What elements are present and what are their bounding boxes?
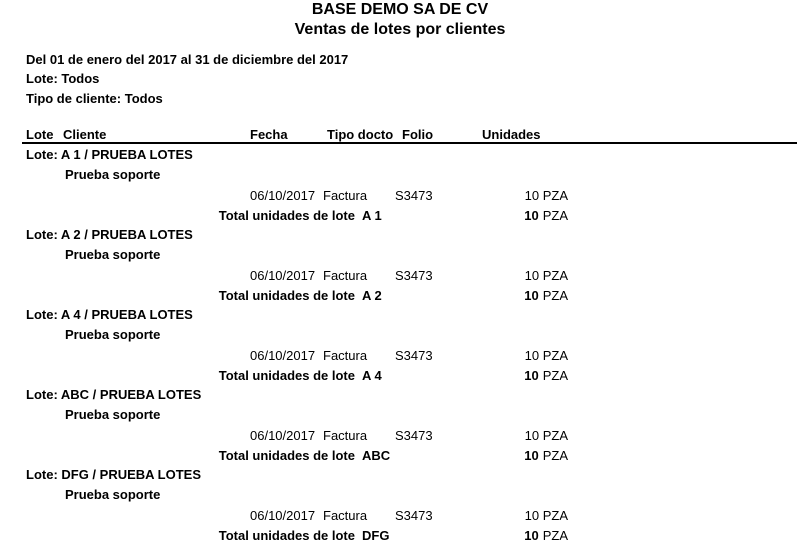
cell-fecha: 06/10/2017	[250, 348, 316, 363]
column-header-tipo-docto: Tipo docto	[327, 127, 394, 142]
total-lot-name: ABC	[362, 448, 391, 463]
lot-group-header: Lote: A 4 / PRUEBA LOTES	[26, 307, 193, 322]
total-unidades	[440, 368, 568, 383]
total-unit: PZA	[542, 528, 568, 543]
total-label: Total unidades de lote	[218, 288, 355, 303]
total-qty: 10	[524, 288, 539, 303]
cell-fecha: 06/10/2017	[250, 508, 316, 523]
total-label: Total unidades de lote	[218, 368, 355, 383]
total-label: Total unidades de lote	[218, 528, 355, 543]
cell-fecha: 06/10/2017	[250, 428, 316, 443]
total-unit: PZA	[542, 448, 568, 463]
client-name: Prueba soporte	[65, 327, 161, 342]
total-unit: PZA	[542, 368, 568, 383]
lot-group-header: Lote: ABC / PRUEBA LOTES	[26, 387, 202, 402]
report-subtitle: Ventas de lotes por clientes	[294, 21, 506, 38]
client-name: Prueba soporte	[65, 247, 161, 262]
total-unidades	[440, 288, 568, 303]
column-header-unidades: Unidades	[482, 127, 541, 142]
total-unit: PZA	[542, 288, 568, 303]
cell-unidades: 10 PZA	[524, 348, 568, 363]
total-row	[0, 448, 800, 463]
total-unidades	[440, 208, 568, 223]
column-header-folio: Folio	[402, 127, 434, 142]
total-row	[0, 208, 800, 223]
cell-tipo-docto: Factura	[323, 428, 368, 443]
lot-group-header: Lote: A 1 / PRUEBA LOTES	[26, 147, 193, 162]
total-unit: PZA	[542, 208, 568, 223]
filter-date-range: Del 01 de enero del 2017 al 31 de diciembre del 2017	[26, 52, 349, 67]
total-qty: 10	[524, 368, 539, 383]
lot-group-header: Lote: DFG / PRUEBA LOTES	[26, 467, 202, 482]
table-row	[0, 188, 800, 203]
total-lot-name: DFG	[362, 528, 390, 543]
cell-tipo-docto: Factura	[323, 508, 368, 523]
table-row	[0, 428, 800, 443]
lot-group-a1	[0, 147, 800, 227]
total-label: Total unidades de lote	[218, 208, 355, 223]
cell-folio: S3473	[395, 348, 433, 363]
cell-unidades: 10 PZA	[524, 268, 568, 283]
lot-group-header: Lote: A 2 / PRUEBA LOTES	[26, 227, 193, 242]
client-name: Prueba soporte	[65, 407, 161, 422]
total-qty: 10	[524, 208, 539, 223]
lot-group-dfg	[0, 467, 800, 547]
total-lot-name: A 2	[362, 288, 382, 303]
total-row	[0, 368, 800, 383]
total-row	[0, 288, 800, 303]
column-header-lote: Lote	[26, 127, 54, 142]
cell-tipo-docto: Factura	[323, 348, 368, 363]
column-header-cliente: Cliente	[63, 127, 107, 142]
total-qty: 10	[524, 528, 539, 543]
cell-fecha: 06/10/2017	[250, 268, 316, 283]
cell-folio: S3473	[395, 508, 433, 523]
cell-folio: S3473	[395, 428, 433, 443]
total-row	[0, 528, 800, 543]
client-name: Prueba soporte	[65, 487, 161, 502]
lot-group-abc	[0, 387, 800, 467]
cell-fecha: 06/10/2017	[250, 188, 316, 203]
column-header-fecha: Fecha	[250, 127, 288, 142]
table-header-row	[0, 127, 800, 142]
total-unidades	[440, 528, 568, 543]
table-row	[0, 508, 800, 523]
total-lot-name: A 4	[362, 368, 382, 383]
total-qty: 10	[524, 448, 539, 463]
lot-group-a4	[0, 307, 800, 387]
total-label: Total unidades de lote	[218, 448, 355, 463]
filter-tipo-cliente: Tipo de cliente: Todos	[26, 91, 163, 106]
filter-lote: Lote: Todos	[26, 71, 100, 86]
client-name: Prueba soporte	[65, 167, 161, 182]
total-lot-name: A 1	[362, 208, 382, 223]
total-unidades	[440, 448, 568, 463]
cell-unidades: 10 PZA	[524, 508, 568, 523]
cell-unidades: 10 PZA	[524, 188, 568, 203]
lot-group-a2	[0, 227, 800, 307]
table-row	[0, 348, 800, 363]
cell-tipo-docto: Factura	[323, 188, 368, 203]
cell-folio: S3473	[395, 188, 433, 203]
cell-tipo-docto: Factura	[323, 268, 368, 283]
header-divider	[22, 142, 797, 144]
table-row	[0, 268, 800, 283]
report-title: BASE DEMO SA DE CV	[311, 1, 489, 18]
cell-folio: S3473	[395, 268, 433, 283]
cell-unidades: 10 PZA	[524, 428, 568, 443]
